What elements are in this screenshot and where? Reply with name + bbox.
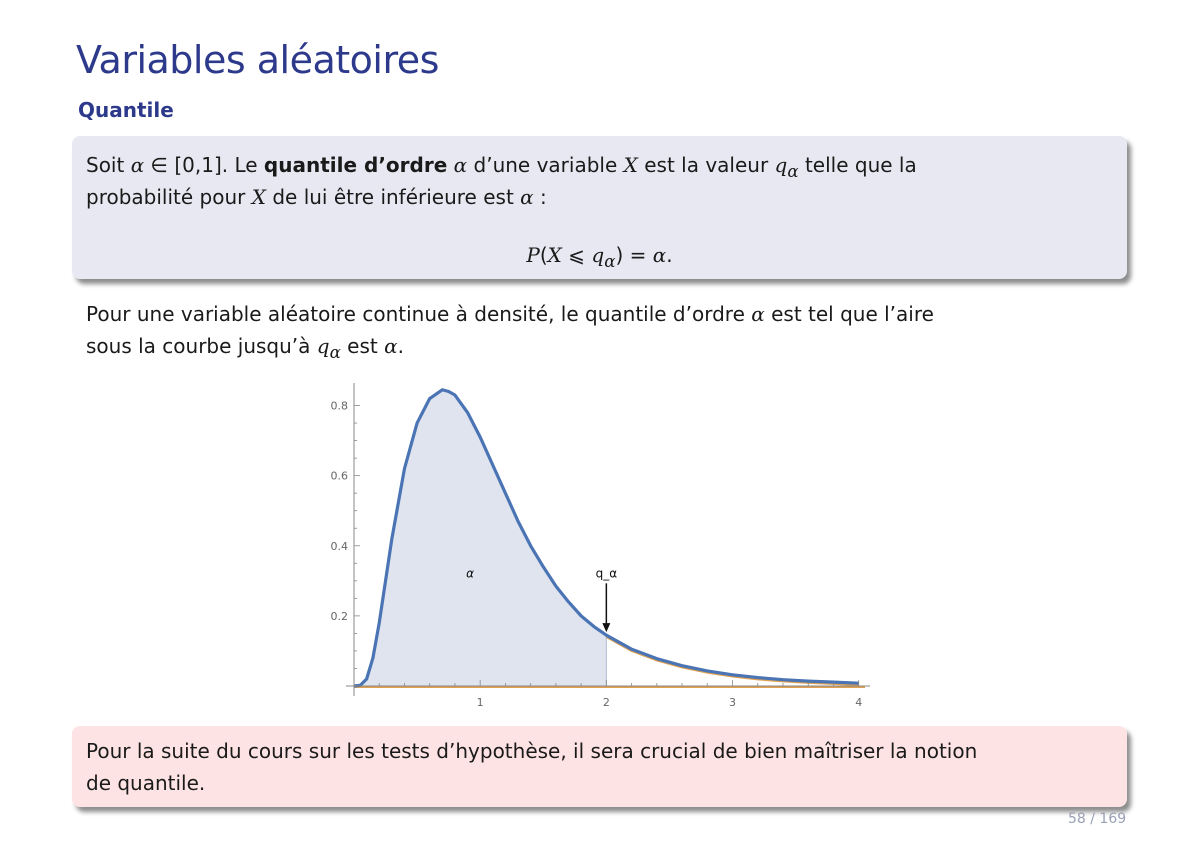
alpha-symbol: α — [130, 153, 145, 177]
defined-term: quantile d’ordre — [263, 153, 448, 177]
quantile-arrow-head — [602, 623, 610, 632]
y-tick-label: 0.2 — [330, 609, 348, 623]
text-fragment: Soit — [86, 153, 131, 177]
text-fragment: probabilité pour — [86, 185, 252, 209]
x-tick-label: 3 — [729, 696, 737, 709]
explanation-line-2: sous la courbe jusqu’à $q_\alpha$ est α. — [86, 334, 404, 362]
tail-curve — [606, 637, 858, 685]
definition-formula: P(X ⩽ $q_\alpha) = \alpha$. — [526, 243, 673, 271]
definition-box — [72, 136, 1127, 279]
explanation-line-1: Pour une variable aléatoire continue à densité, le quantile d’ordre α est tel que l’aire — [86, 302, 934, 326]
note-box — [72, 726, 1127, 807]
explanation-paragraph — [86, 298, 1126, 369]
shaded-region-label: α — [466, 566, 475, 581]
text-fragment: de lui être inférieure est — [265, 185, 521, 209]
variable-x: X — [623, 153, 638, 177]
density-chart — [300, 378, 880, 718]
quantile-annotation-label: q_α — [595, 566, 618, 581]
y-tick-label: 0.8 — [330, 399, 348, 413]
note-line-2: de quantile. — [86, 771, 206, 795]
x-tick-label: 1 — [476, 696, 484, 709]
text-fragment: est la valeur — [637, 153, 775, 177]
x-tick-label: 2 — [602, 696, 610, 709]
y-tick-label: 0.4 — [330, 539, 348, 553]
page-title: Variables aléatoires — [76, 38, 439, 82]
text-fragment: d’une variable — [467, 153, 624, 177]
alpha-symbol: α — [453, 153, 468, 177]
page-subtitle: Quantile — [78, 98, 174, 122]
alpha-symbol: α — [520, 185, 534, 209]
quantile-symbol: $q_\alpha$ — [774, 153, 799, 181]
note-line-1: Pour la suite du cours sur les tests d’hypothèse, il sera crucial de bien maîtriser la notion — [86, 739, 978, 763]
text-fragment: telle que la — [798, 153, 917, 177]
page-number: 58 / 169 — [1068, 811, 1127, 827]
definition-line-2 — [86, 182, 547, 212]
text-fragment: ∈ [0,1]. Le — [144, 153, 264, 177]
y-tick-label: 0.6 — [330, 469, 348, 483]
x-tick-label: 4 — [855, 696, 863, 709]
variable-x: X — [251, 185, 266, 209]
text-fragment: : — [533, 185, 547, 209]
